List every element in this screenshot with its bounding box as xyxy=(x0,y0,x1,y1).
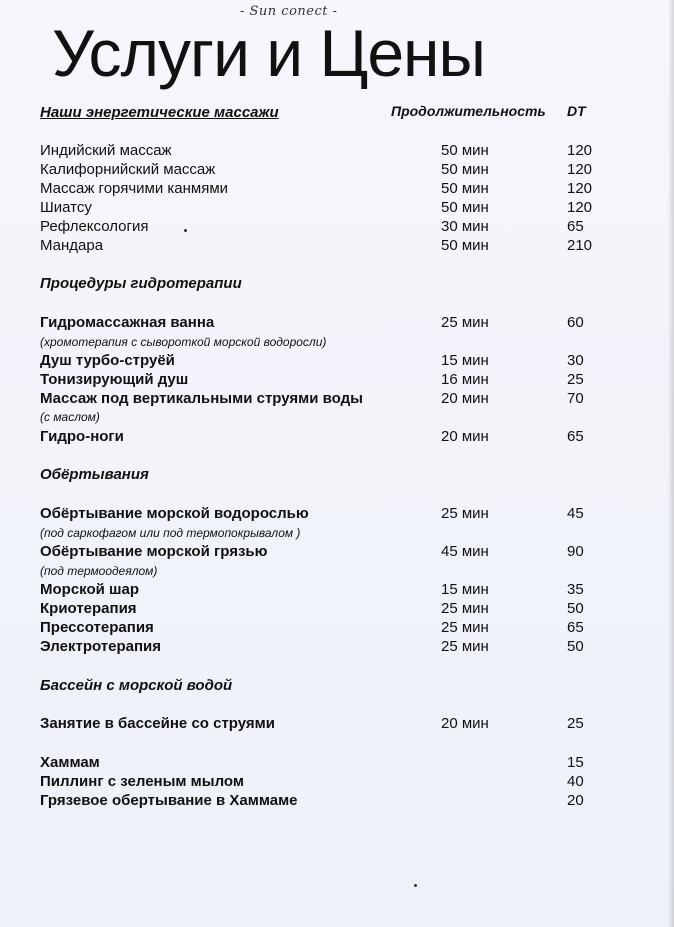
page-edge-shadow xyxy=(668,0,674,927)
service-name: Душ турбо-струёй xyxy=(40,352,175,369)
service-duration: 45 мин xyxy=(441,543,489,560)
service-price: 25 xyxy=(567,371,584,388)
section-title-wraps: Обёртывания xyxy=(40,466,149,483)
page-title: Услуги и Цены xyxy=(52,16,485,90)
section-title-energy-massages: Наши энергетические массажи xyxy=(40,104,279,121)
service-row xyxy=(40,142,600,161)
service-duration: 50 мин xyxy=(441,180,489,197)
service-row xyxy=(40,505,600,524)
service-name: Обёртывание морской грязью xyxy=(40,543,268,560)
column-header-price: DT xyxy=(567,103,586,119)
column-header-duration: Продолжительность xyxy=(391,103,546,119)
service-name: Пиллинг с зеленым мылом xyxy=(40,773,244,790)
service-duration: 50 мин xyxy=(441,199,489,216)
service-row xyxy=(40,314,600,333)
service-duration: 50 мин xyxy=(441,237,489,254)
service-row xyxy=(40,754,600,773)
service-duration: 15 мин xyxy=(441,581,489,598)
service-row xyxy=(40,619,600,638)
scan-speck xyxy=(414,884,417,887)
section-title-hydrotherapy: Процедуры гидротерапии xyxy=(40,275,242,292)
service-row xyxy=(40,792,600,811)
service-price: 210 xyxy=(567,237,593,254)
service-price: 35 xyxy=(567,581,584,598)
service-price: 40 xyxy=(567,773,584,790)
service-row xyxy=(40,218,600,237)
service-price: 25 xyxy=(567,715,584,732)
service-row xyxy=(40,371,600,390)
service-name: Гидро-ноги xyxy=(40,428,124,445)
service-note: (под термоодеялом) xyxy=(40,564,158,578)
section-title-seawater-pool: Бассейн с морской водой xyxy=(40,677,233,694)
service-price: 60 xyxy=(567,314,584,331)
service-name: Грязевое обертывание в Хаммаме xyxy=(40,792,298,809)
service-duration: 50 мин xyxy=(441,142,489,159)
service-row xyxy=(40,390,600,409)
service-name: Морской шар xyxy=(40,581,140,598)
service-price: 120 xyxy=(567,161,593,178)
service-duration: 30 мин xyxy=(441,218,489,235)
service-row xyxy=(40,581,600,600)
service-price: 50 xyxy=(567,638,584,655)
service-price: 120 xyxy=(567,142,593,159)
service-duration: 20 мин xyxy=(441,390,489,407)
service-row xyxy=(40,180,600,199)
service-note: (хромотерапия с сывороткой морской водоросли) xyxy=(40,335,327,349)
service-duration: 20 мин xyxy=(441,428,489,445)
service-duration: 50 мин xyxy=(441,161,489,178)
service-duration: 25 мин xyxy=(441,638,489,655)
service-price: 65 xyxy=(567,619,584,636)
handwritten-note: - Sun conect - xyxy=(240,4,338,19)
service-name: Шиатсу xyxy=(40,199,92,216)
service-row xyxy=(40,428,600,447)
service-duration: 25 мин xyxy=(441,619,489,636)
service-row xyxy=(40,199,600,218)
service-price: 50 xyxy=(567,600,584,617)
service-name: Массаж под вертикальными струями воды xyxy=(40,390,363,407)
service-duration: 25 мин xyxy=(441,600,489,617)
service-name: Калифорнийский массаж xyxy=(40,161,216,178)
service-duration: 25 мин xyxy=(441,314,489,331)
service-price: 20 xyxy=(567,792,584,809)
service-name: Гидромассажная ванна xyxy=(40,314,215,331)
service-price: 15 xyxy=(567,754,584,771)
service-row xyxy=(40,237,600,256)
service-price: 120 xyxy=(567,180,593,197)
service-row xyxy=(40,352,600,371)
service-name: Криотерапия xyxy=(40,600,137,617)
service-row xyxy=(40,715,600,734)
service-duration: 20 мин xyxy=(441,715,489,732)
service-note: (под саркофагом или под термопокрывалом ) xyxy=(40,526,301,540)
service-name: Электротерапия xyxy=(40,638,162,655)
service-duration: 25 мин xyxy=(441,505,489,522)
service-name: Обёртывание морской водорослью xyxy=(40,505,309,522)
service-name: Рефлексология xyxy=(40,218,149,235)
service-price: 90 xyxy=(567,543,584,560)
service-price: 65 xyxy=(567,428,584,445)
service-name: Индийский массаж xyxy=(40,142,172,159)
service-name: Занятие в бассейне со струями xyxy=(40,715,275,732)
service-name: Прессотерапия xyxy=(40,619,154,636)
scan-speck xyxy=(184,229,187,232)
service-row xyxy=(40,638,600,657)
service-price: 120 xyxy=(567,199,593,216)
service-price: 70 xyxy=(567,390,584,407)
service-duration: 15 мин xyxy=(441,352,489,369)
service-price: 45 xyxy=(567,505,584,522)
service-name: Мандара xyxy=(40,237,104,254)
service-row xyxy=(40,543,600,562)
service-name: Хаммам xyxy=(40,754,100,771)
service-name: Тонизирующий душ xyxy=(40,371,189,388)
service-row xyxy=(40,161,600,180)
service-name: Массаж горячими канмями xyxy=(40,180,229,197)
service-price: 30 xyxy=(567,352,584,369)
service-price: 65 xyxy=(567,218,584,235)
service-duration: 16 мин xyxy=(441,371,489,388)
service-row xyxy=(40,773,600,792)
service-note: (с маслом) xyxy=(40,410,100,424)
service-row xyxy=(40,600,600,619)
